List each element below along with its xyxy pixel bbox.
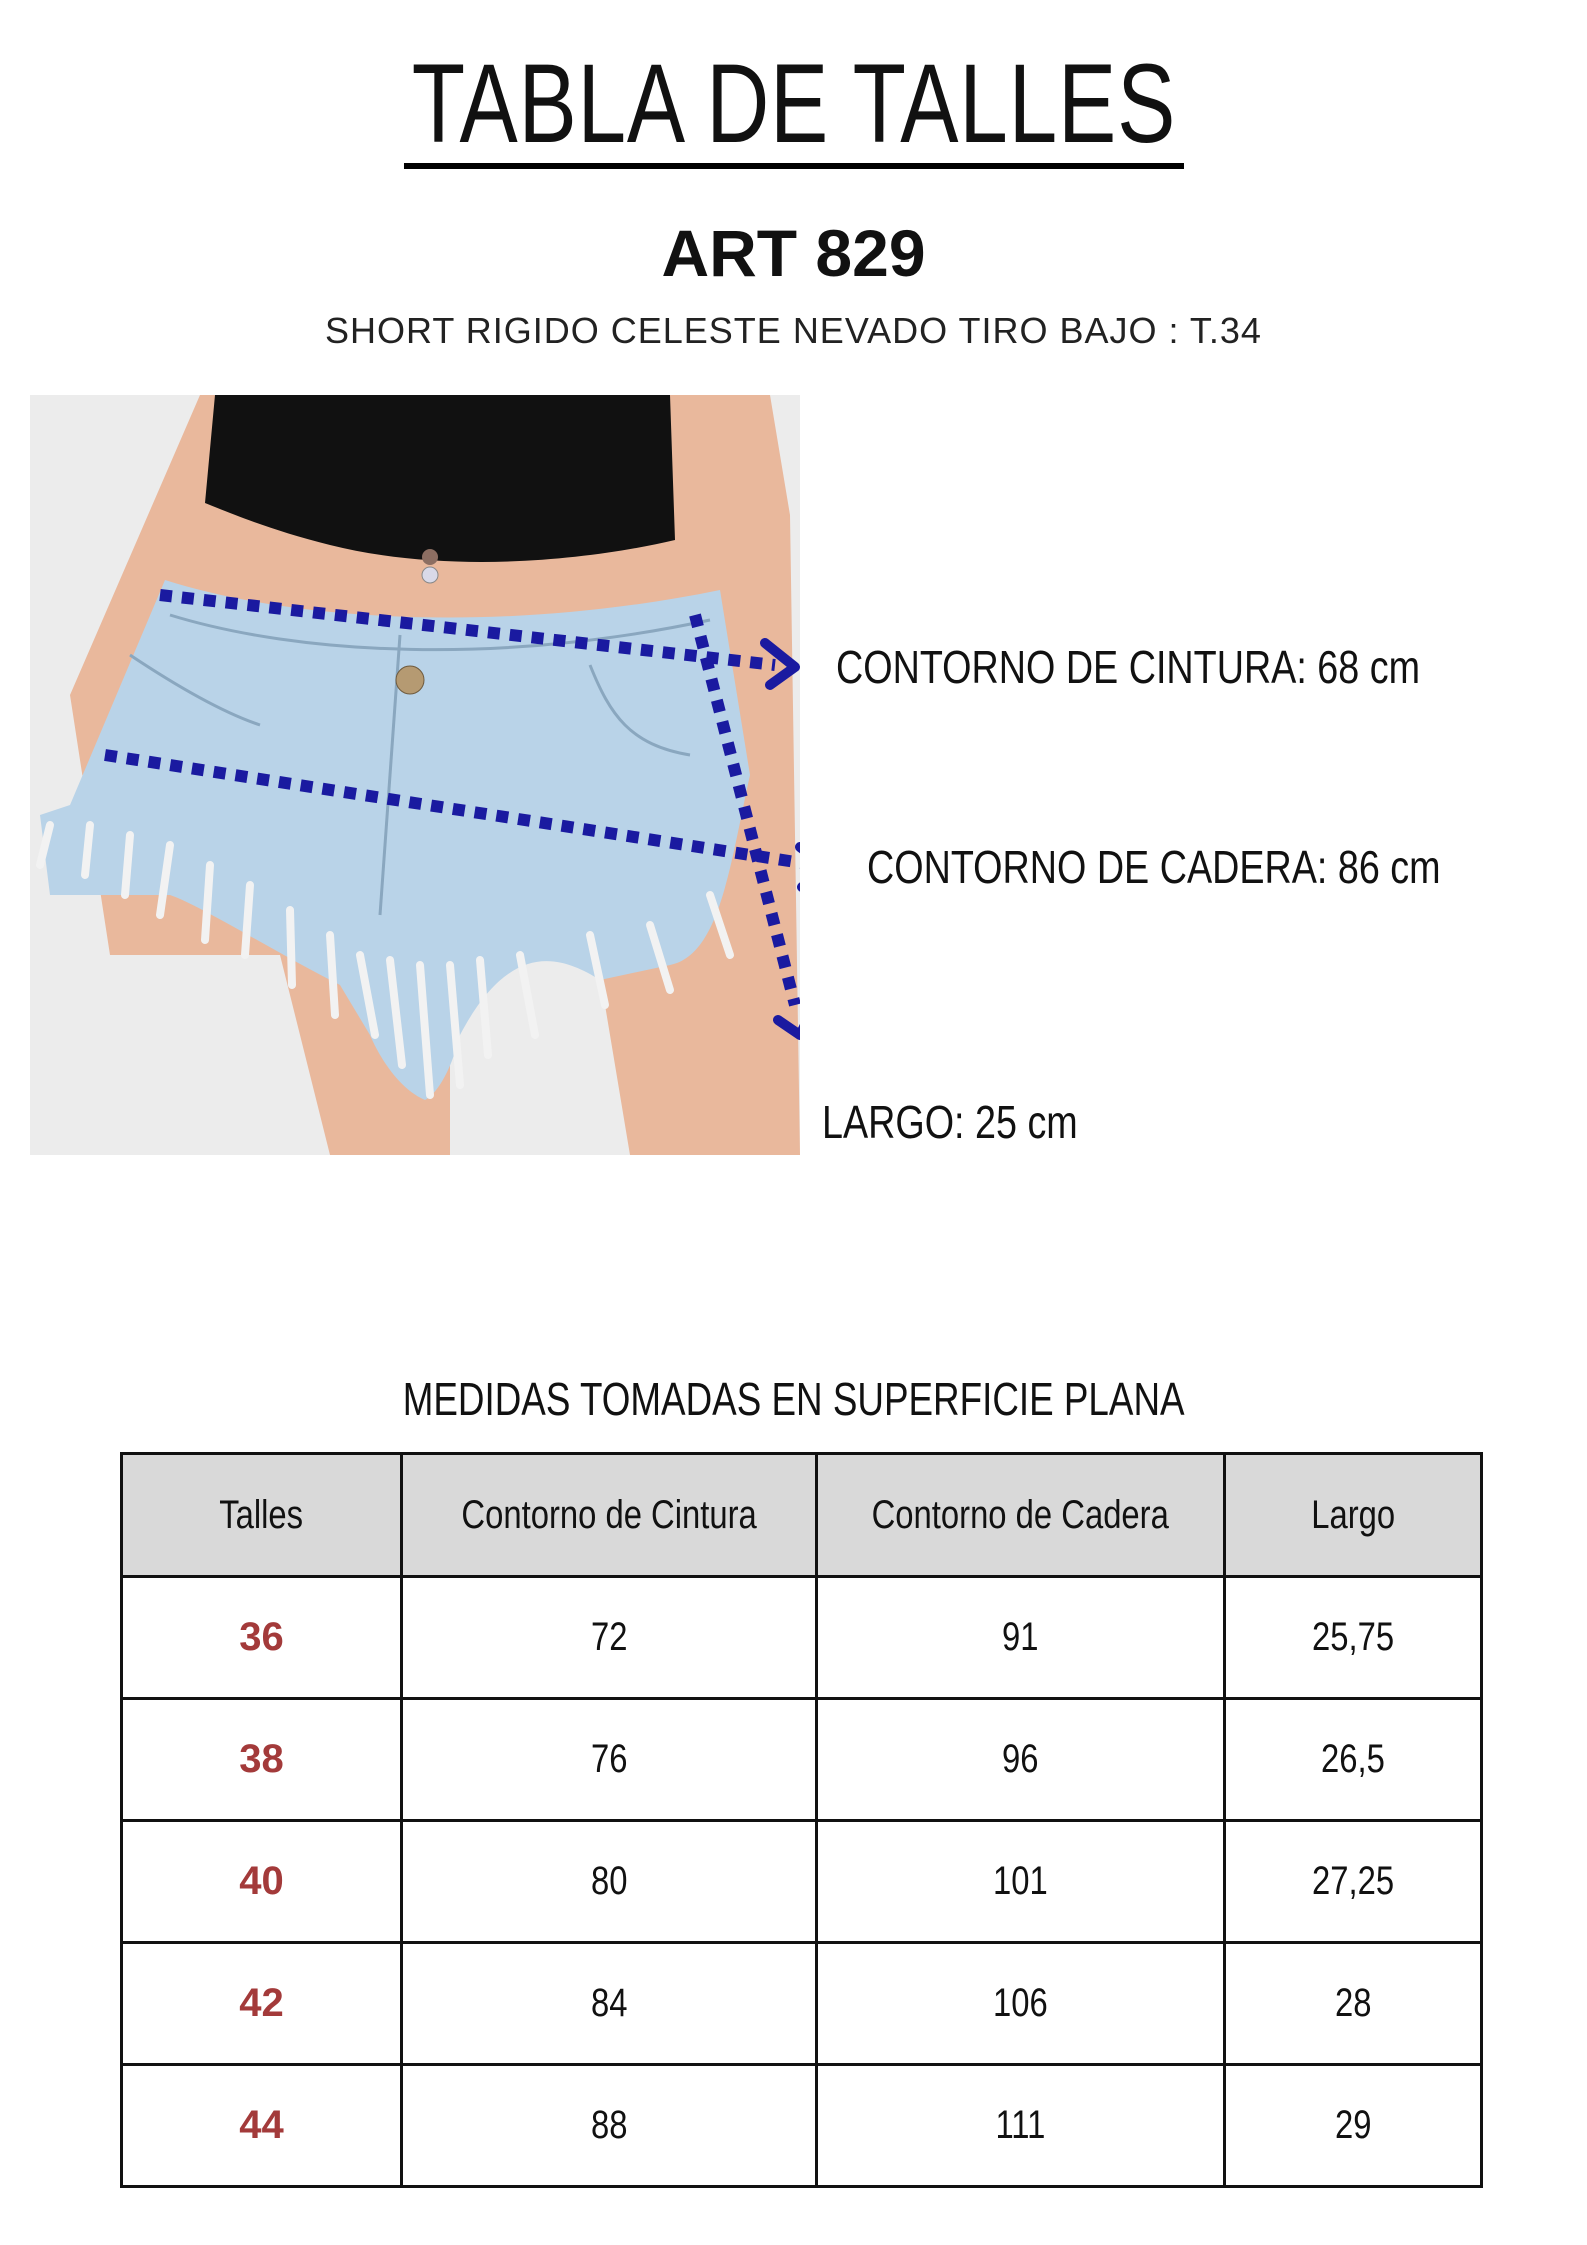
header-cintura: Contorno de Cintura bbox=[402, 1454, 817, 1577]
table-note-text: MEDIDAS TOMADAS EN SUPERFICIE PLANA bbox=[402, 1373, 1185, 1425]
table-row bbox=[122, 1577, 1482, 1699]
product-description: SHORT RIGIDO CELESTE NEVADO TIRO BAJO : T.34 bbox=[325, 310, 1262, 351]
cadera-cell: 96 bbox=[817, 1699, 1225, 1821]
size-table bbox=[120, 1452, 1483, 2188]
product-photo bbox=[30, 395, 800, 1155]
navel bbox=[422, 549, 438, 565]
cintura-cell: 80 bbox=[402, 1821, 817, 1943]
waist-measurement: CONTORNO DE CINTURA: 68 cm bbox=[836, 641, 1421, 693]
largo-cell: 26,5 bbox=[1225, 1699, 1482, 1821]
jeans-button bbox=[396, 666, 424, 694]
table-row bbox=[122, 1699, 1482, 1821]
cintura-cell: 72 bbox=[402, 1577, 817, 1699]
cadera-cell: 111 bbox=[817, 2065, 1225, 2187]
cadera-cell: 106 bbox=[817, 1943, 1225, 2065]
header-largo: Largo bbox=[1225, 1454, 1482, 1577]
page-title bbox=[0, 41, 1587, 169]
table-row bbox=[122, 2065, 1482, 2187]
size-cell: 38 bbox=[122, 1699, 402, 1821]
largo-cell: 28 bbox=[1225, 1943, 1482, 2065]
largo-cell: 27,25 bbox=[1225, 1821, 1482, 1943]
size-cell: 40 bbox=[122, 1821, 402, 1943]
cadera-cell: 101 bbox=[817, 1821, 1225, 1943]
cintura-cell: 76 bbox=[402, 1699, 817, 1821]
table-row bbox=[122, 1943, 1482, 2065]
header-cadera: Contorno de Cadera bbox=[817, 1454, 1225, 1577]
table-header-row bbox=[122, 1454, 1482, 1577]
piercing bbox=[422, 567, 438, 583]
cadera-cell: 91 bbox=[817, 1577, 1225, 1699]
cintura-cell: 88 bbox=[402, 2065, 817, 2187]
largo-cell: 29 bbox=[1225, 2065, 1482, 2187]
article-number: ART 829 bbox=[661, 216, 926, 290]
hip-measurement: CONTORNO DE CADERA: 86 cm bbox=[867, 841, 1441, 893]
largo-cell: 25,75 bbox=[1225, 1577, 1482, 1699]
size-cell: 42 bbox=[122, 1943, 402, 2065]
header-talles: Talles bbox=[122, 1454, 402, 1577]
table-note bbox=[0, 1372, 1587, 1426]
cintura-cell: 84 bbox=[402, 1943, 817, 2065]
size-cell: 36 bbox=[122, 1577, 402, 1699]
page-title-text: TABLA DE TALLES bbox=[404, 45, 1184, 169]
length-measurement: LARGO: 25 cm bbox=[822, 1096, 1078, 1148]
table-row bbox=[122, 1821, 1482, 1943]
size-cell: 44 bbox=[122, 2065, 402, 2187]
